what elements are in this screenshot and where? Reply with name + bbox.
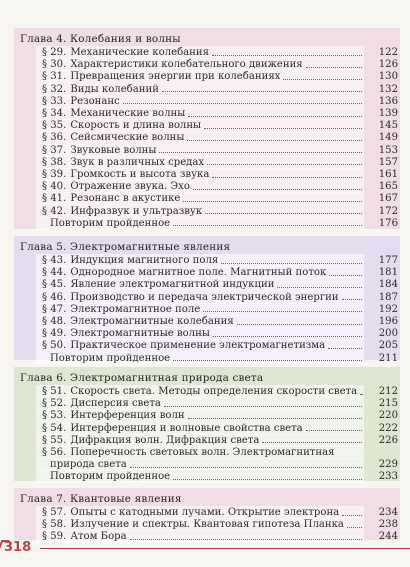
section-title: Повторим пройденное [50,471,171,483]
chapter-5-section [14,236,400,364]
toc-entry[interactable] [14,217,400,230]
toc-entry[interactable] [14,58,400,71]
section-number: § 39. [42,169,67,180]
toc-entry[interactable] [14,315,400,328]
section-number: § 50. [42,340,67,352]
toc-entry[interactable] [14,327,400,340]
toc-entry[interactable] [14,422,400,435]
page-reference [364,446,400,459]
section-number: § 58. [42,519,67,531]
chapter-4-section [14,28,400,229]
toc-entry-body [36,303,364,316]
page-reference: 130 [378,71,398,83]
section-title: Сейсмические волны [70,132,185,144]
toc-entry-body [36,107,364,120]
dot-leader [130,538,362,540]
section-number: § 55. [42,434,67,446]
section-title: природа света [50,459,127,471]
section-title: Интерференция волн [70,410,185,422]
page-reference: 126 [378,59,398,71]
toc-entry[interactable] [14,530,400,543]
dot-leader [159,151,362,153]
toc-entry-body [36,291,364,304]
section-title: Опыты с катодными лучами. Открытие электрона [70,507,340,518]
toc-entry[interactable] [14,46,400,59]
section-title: Звук в различных средах [70,156,205,168]
page-reference: 161 [378,169,398,180]
toc-entry-body [36,458,364,471]
section-title: Повторим пройденное [50,217,171,229]
section-title: Однородное магнитное поле. Магнитный поток [70,267,327,279]
section-number: § 51. [42,386,67,397]
section-title: Электромагнитные волны [70,328,210,340]
toc-entry[interactable] [14,192,400,205]
section-number: § 31. [42,71,67,83]
section-number: § 56. [42,447,67,458]
section-title: Резонанс [70,95,120,107]
dot-leader [306,66,362,68]
toc-entry[interactable] [14,144,400,157]
section-title: Поперечность световых волн. Электромагнитная [70,447,335,458]
page-reference: 244 [378,531,398,543]
chapter-7-section [14,488,400,543]
toc-entry-body [36,266,364,279]
dot-leader [207,163,362,165]
toc-entry-body [36,278,364,291]
toc-entry[interactable] [14,168,400,181]
toc-entry[interactable] [14,458,400,471]
page-reference: 139 [378,108,398,119]
dot-leader [205,212,362,214]
toc-entry[interactable] [14,352,400,365]
section-title: Скорость света. Методы определения скорости света [70,386,358,397]
toc-entry[interactable] [14,303,400,316]
section-number: § 57. [42,507,67,518]
toc-entry-body [36,518,364,531]
toc-entry[interactable] [14,291,400,304]
page-reference: 234 [378,507,398,518]
toc-entry[interactable] [14,385,400,398]
page-reference: 238 [378,519,398,531]
page-reference: 226 [378,434,398,446]
page-reference: 229 [378,459,398,471]
dot-leader [188,417,362,419]
toc-entry-body [36,315,364,328]
section-number: § 59. [42,531,67,543]
toc-entry-body [36,58,364,71]
section-number: § 53. [42,410,67,422]
toc-entry[interactable] [14,266,400,279]
toc-entry[interactable] [14,95,400,108]
toc-entry-body [36,95,364,108]
section-number: § 45. [42,279,67,291]
page-reference: 177 [378,255,398,266]
toc-entry-body [36,506,364,519]
section-number: § 36. [42,132,67,144]
page-reference: 136 [378,95,398,107]
section-number: § 48. [42,316,67,327]
page-reference: 222 [378,422,398,434]
page-reference: 205 [378,340,398,352]
dot-leader [162,90,362,92]
section-title: Инфразвук и ультразвук [70,205,203,217]
page-number: 318 [4,540,32,555]
dot-leader [212,176,362,178]
dot-leader [342,298,362,300]
chapter-heading: Глава 4. Колебания и волны [20,33,181,45]
toc-entry-body [36,327,364,340]
page-reference: 187 [378,291,398,303]
section-number: § 43. [42,255,67,266]
section-number: § 33. [42,95,67,107]
section-title: Дифракция волн. Дифракция света [70,434,260,446]
page-reference: 200 [378,328,398,340]
toc-entry[interactable] [14,397,400,410]
toc-entry-body [36,217,364,230]
page-reference: 184 [378,279,398,291]
page-reference: 176 [378,217,398,229]
toc-entry[interactable] [14,409,400,422]
toc-entry-body [36,192,364,205]
page-reference: 122 [378,47,398,58]
section-number: § 32. [42,83,67,95]
dot-leader [173,478,362,480]
dot-leader [212,54,362,56]
toc-entry-body [36,205,364,218]
dot-leader [277,286,362,288]
section-title: Явление электромагнитной индукции [70,279,275,291]
page-reference: 181 [378,267,398,279]
toc-entry-body [36,254,364,267]
section-number: § 46. [42,291,67,303]
section-title: Атом Бора [70,531,127,543]
section-title: Характеристики колебательного движения [70,59,303,71]
toc-entry-body [36,180,364,193]
toc-entry[interactable] [14,205,400,218]
toc-entry[interactable] [14,506,400,519]
chapter-heading: Глава 5. Электромагнитные явления [20,241,231,253]
dot-leader [204,127,362,129]
toc-entry-body [36,156,364,169]
section-title: Механические волны [70,108,186,119]
section-title: Электромагнитное поле [70,303,201,315]
section-number: § 47. [42,303,67,315]
dot-leader [213,335,362,337]
toc-entry-body [36,119,364,132]
section-number: § 44. [42,267,67,279]
section-number: § 40. [42,181,67,193]
section-title: Интерференция и волновые свойства света [70,422,303,434]
toc-entry-body [36,46,364,59]
toc-entry-body [36,397,364,410]
toc-entry-body [36,385,364,398]
dot-leader [187,139,362,141]
page-reference: 165 [378,181,398,193]
section-title: Практическое применение электромагнетизма [70,340,326,352]
page-reference: 196 [378,316,398,327]
section-number: § 29. [42,47,67,58]
toc-entry-body [36,83,364,96]
section-title: Индукция магнитного поля [70,255,219,266]
toc-entry[interactable] [14,339,400,352]
page-reference: 153 [378,144,398,156]
toc-entry[interactable] [14,446,400,459]
toc-entry[interactable] [14,70,400,83]
section-number: § 54. [42,422,67,434]
toc-entry[interactable] [14,254,400,267]
toc-entry[interactable] [14,83,400,96]
dot-leader [328,347,362,349]
dot-leader [173,224,362,226]
footer-rule [40,548,410,549]
page-reference: 157 [378,156,398,168]
page-reference: 233 [378,471,398,483]
section-number: § 41. [42,193,67,205]
dot-leader [130,466,362,468]
toc-entry-body [36,434,364,447]
dot-leader [221,262,362,264]
section-title: Повторим пройденное [50,352,171,364]
toc-entry-body [36,422,364,435]
dot-leader [262,441,362,443]
toc-entry[interactable] [14,470,400,483]
section-number: § 37. [42,144,67,156]
dot-leader [342,514,362,516]
section-number: § 34. [42,108,67,119]
page-reference: 212 [378,386,398,397]
page-reference: 145 [378,120,398,132]
section-title: Превращения энергии при колебаниях [70,71,281,83]
toc-entry-body [36,530,364,543]
section-title: Скорость и длина волны [70,120,202,132]
toc-entry[interactable] [14,518,400,531]
section-number: § 38. [42,156,67,168]
section-title: Излучение и спектры. Квантовая гипотеза Планка [70,519,344,531]
section-title: Дисперсия света [70,398,161,410]
page-reference: 211 [378,352,398,364]
section-title: Звуковые волны [70,144,157,156]
toc-entry-body [36,339,364,352]
dot-leader [188,115,362,117]
page-reference: 149 [378,132,398,144]
dot-leader [283,78,362,80]
section-title: Отражение звука. Эхо [70,181,190,193]
dot-leader [347,526,362,528]
section-title: Механические колебания [70,47,209,58]
section-number: § 52. [42,398,67,410]
toc-entry-body [36,352,364,365]
page-reference: 172 [378,205,398,217]
dot-leader [123,102,362,104]
page-reference: 132 [378,83,398,95]
chapter-heading: Глава 7. Квантовые явления [20,493,182,505]
section-number: § 42. [42,205,67,217]
dot-leader [203,310,362,312]
dot-leader [193,188,362,190]
toc-entry-body [36,470,364,483]
section-number: § 35. [42,120,67,132]
toc-entry[interactable] [14,180,400,193]
toc-entry[interactable] [14,434,400,447]
section-number: § 30. [42,59,67,71]
dot-leader [360,393,362,395]
dot-leader [306,429,362,431]
section-title: Производство и передача электрической энергии [70,291,339,303]
chapter-6-section [14,367,400,481]
section-title: Электромагнитные колебания [70,316,234,327]
toc-entry[interactable] [14,107,400,120]
dot-leader [237,323,362,325]
section-title: Резонанс в акустике [70,193,181,205]
toc-entry[interactable] [14,119,400,132]
page-reference: 215 [378,398,398,410]
toc-entry-body [36,168,364,181]
toc-entry-body [36,409,364,422]
toc-entry-body [36,131,364,144]
page-reference: 192 [378,303,398,315]
toc-entry[interactable] [14,278,400,291]
section-title: Виды колебаний [70,83,159,95]
dot-leader [329,274,362,276]
toc-entry-body [36,70,364,83]
dot-leader [173,359,362,361]
chapter-heading: Глава 6. Электромагнитная природа света [20,372,264,384]
toc-entry[interactable] [14,156,400,169]
dot-leader [183,200,362,202]
toc-entry-body [36,144,364,157]
page-reference: 220 [378,410,398,422]
dot-leader [164,405,362,407]
toc-entry-body [36,446,364,459]
section-number: § 49. [42,328,67,340]
section-title: Громкость и высота звука [70,169,210,180]
page-reference: 167 [378,193,398,205]
toc-entry[interactable] [14,131,400,144]
